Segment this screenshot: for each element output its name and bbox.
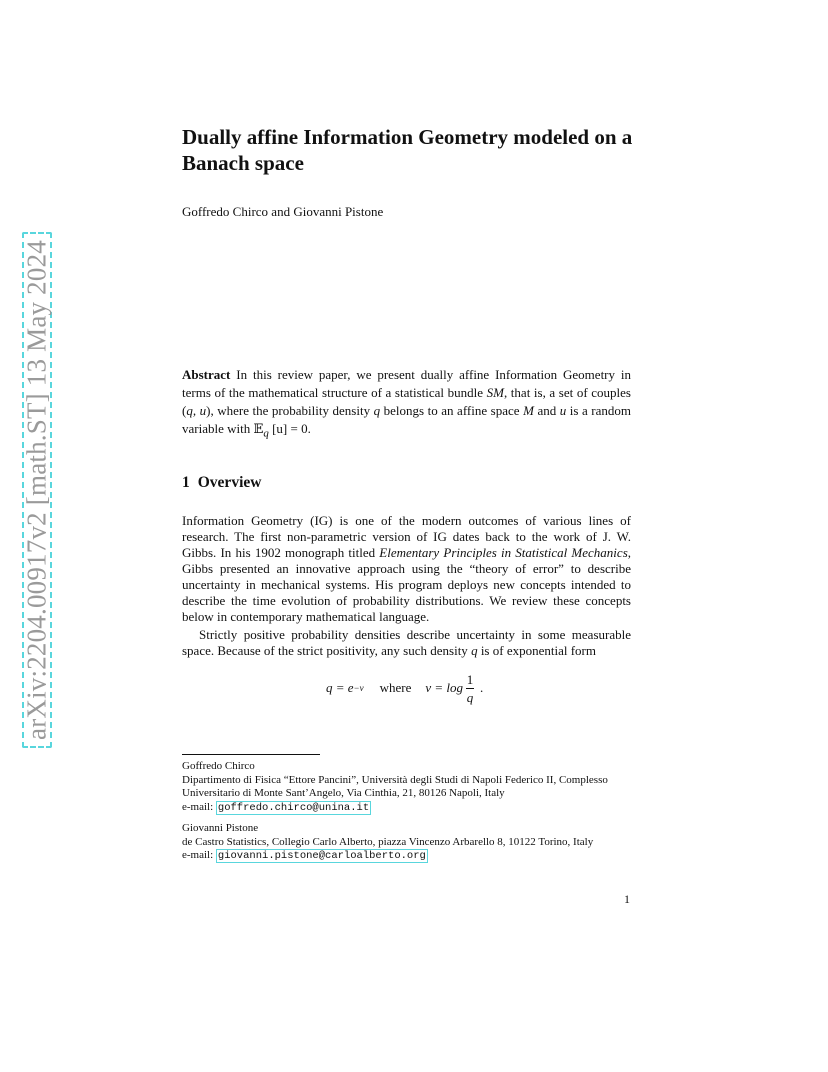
paragraph-text: Strictly positive probability densities describe uncertainty in some measurable space. Because of the strict positivity, any such density [182, 627, 631, 658]
equation-fraction [466, 672, 474, 705]
paper-authors: Goffredo Chirco and Giovanni Pistone [182, 204, 384, 219]
symbol-m: M [523, 403, 534, 418]
author-footnote [182, 822, 631, 864]
footnote-author-name: Goffredo Chirco [182, 760, 255, 772]
email-label: e-mail: [182, 800, 214, 813]
arxiv-identifier: arXiv:2204.00917v2 [math.ST] 13 May 2024 [21, 240, 52, 740]
abstract-text: In this review paper, we present dually affine Information Geometry in terms of the mathematical structure of a statistical bundle [182, 367, 631, 400]
section-heading [182, 474, 261, 492]
footnote-rule [182, 754, 320, 755]
body-paragraph [182, 513, 631, 625]
fraction-bar [466, 688, 474, 689]
symbol-sm: SM [486, 385, 504, 400]
symbol-q: q [471, 643, 478, 658]
equation-exponent: −v [353, 683, 364, 693]
email-link[interactable]: giovanni.pistone@carloalberto.org [217, 850, 426, 862]
paragraph-text: is of exponential form [480, 643, 596, 658]
display-equation [326, 668, 483, 708]
abstract-label: Abstract [182, 367, 231, 382]
section-title: Overview [197, 474, 262, 491]
email-label: e-mail: [182, 849, 214, 861]
equation-period: . [480, 680, 484, 695]
author-footnote [182, 760, 631, 815]
symbol-q: q [373, 403, 381, 418]
page-number: 1 [624, 892, 630, 906]
equation-rhs: v = log [425, 680, 464, 695]
expectation-subscript: q [263, 427, 269, 440]
abstract-text: ), where the probability density [206, 403, 371, 418]
email-link[interactable]: goffredo.chirco@unina.it [217, 801, 370, 814]
abstract-text: is a random variable with [182, 403, 631, 436]
abstract-text: and [537, 403, 557, 418]
abstract-text: belongs to an affine space [383, 403, 520, 418]
footnote-email-line [182, 849, 631, 864]
footnote-email-line [182, 801, 631, 816]
fraction-numerator: 1 [466, 671, 474, 687]
book-title: Elementary Principles in Statistical Mechanics [379, 545, 628, 560]
equation-lhs: q = e [326, 680, 354, 695]
symbol-u: u [559, 403, 567, 418]
footnote-affiliation: Dipartimento di Fisica “Ettore Pancini”, Università degli Studi di Napoli Federico II, Complesso Universitario di Monte Sant’Angelo, Via Cinthia, 21, 80126 Napoli, Italy [182, 773, 608, 799]
abstract-text: [u] = 0. [272, 421, 311, 436]
paragraph-text: Information Geometry (IG) is one of the modern outcomes of various lines of research. The first non-parametric version of IG dates back to the work of J. W. Gibbs. In his 1902 monograph titled [182, 513, 631, 560]
body-paragraph [182, 627, 631, 659]
abstract [182, 366, 631, 443]
footnote-affiliation: de Castro Statistics, Collegio Carlo Alberto, piazza Vincenzo Arbarello 8, 10122 Torino, Italy [182, 835, 594, 848]
arxiv-stamp[interactable] [22, 232, 52, 748]
fraction-denominator: q [466, 689, 474, 705]
equation-where: where [379, 680, 412, 695]
symbol-pair: q, u [186, 403, 207, 418]
abstract-text: , that is, a set of couples ( [182, 385, 631, 418]
paper-title: Dually affine Information Geometry modeled on a Banach space [182, 125, 633, 175]
section-number: 1 [182, 474, 190, 491]
expectation-symbol: 𝔼 [253, 421, 264, 436]
footnote-author-name: Giovanni Pistone [182, 822, 259, 834]
paragraph-text: , Gibbs presented an innovative approach using the “theory of error” to describe uncertainty in mechanical systems. His program deploys new concepts intended to describe the time evolution of probability distributions. We review these concepts below in contemporary mathematical language. [182, 545, 631, 624]
